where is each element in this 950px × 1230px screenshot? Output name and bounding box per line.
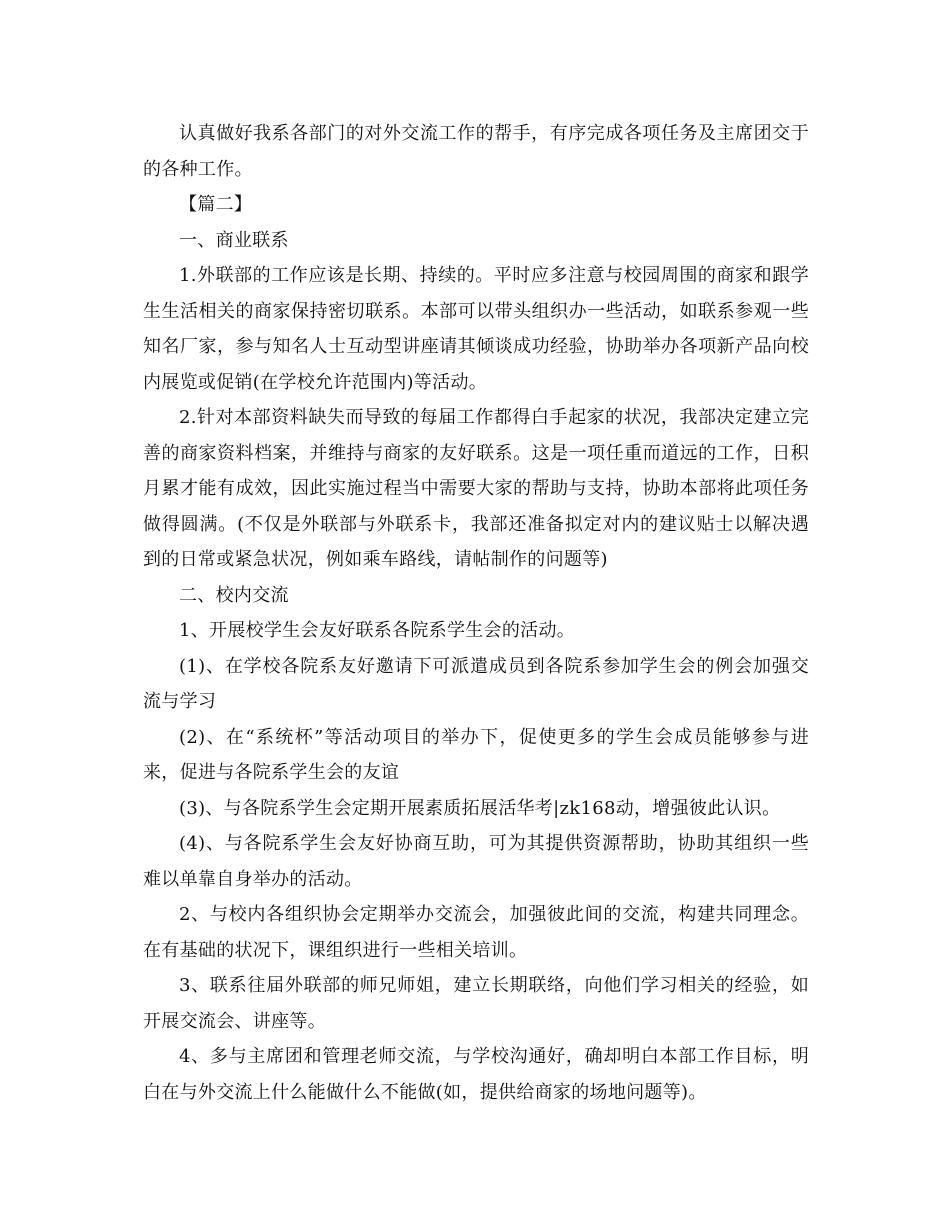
paragraph-campus-subitem-1: (1)、在学校各院系友好邀请下可派遣成员到各院系参加学生会的例会加强交流与学习 bbox=[143, 655, 809, 712]
paragraph-intro-continuation: 认真做好我系各部门的对外交流工作的帮手，有序完成各项任务及主席团交于的各种工作。 bbox=[143, 123, 809, 180]
paragraph-business-item-1: 1.外联部的工作应该是长期、持续的。平时应多注意与校园周围的商家和跟学生生活相关的商家保持密切联系。本部可以带头组织办一些活动，如联系参观一些知名厂家，参与知名人士互动型讲座请其倾谈成功经验，协助举办各项新产品向校内展览或促销(在学校允许范围内)等活动。 bbox=[143, 265, 809, 393]
paragraph-campus-subitem-2: (2)、在“系统杯”等活动项目的举办下，促使更多的学生会成员能够参与进来，促进与各院系学生会的友谊 bbox=[143, 726, 809, 783]
paragraph-campus-item-1: 1、开展校学生会友好联系各院系学生会的活动。 bbox=[179, 620, 576, 641]
paragraph-campus-subitem-4: (4)、与各院系学生会友好协商互助，可为其提供资源帮助，协助其组织一些难以单靠自身举办的活动。 bbox=[143, 833, 809, 890]
section-title-part-two: 【篇二】 bbox=[179, 194, 253, 215]
paragraph-campus-item-3: 3、联系往届外联部的师兄师姐，建立长期联络，向他们学习相关的经验，如开展交流会、讲座等。 bbox=[143, 975, 809, 1032]
heading-campus-exchange: 二、校内交流 bbox=[179, 584, 289, 606]
paragraph-business-item-2: 2.针对本部资料缺失而导致的每届工作都得白手起家的状况，我部决定建立完善的商家资料档案，并维持与商家的友好联系。这是一项任重而道远的工作，日积月累才能有成效，因此实施过程当中需要大家的帮助与支持，协助本部将此项任务做得圆满。(不仅是外联部与外联系卡，我部还准备拟定对内的建议贴士以解决遇到的日常或紧急状况，例如乘车路线，请帖制作的问题等) bbox=[143, 407, 809, 570]
heading-business-contact: 一、商业联系 bbox=[179, 229, 289, 251]
document-body bbox=[143, 116, 809, 1110]
paragraph-campus-item-2: 2、与校内各组织协会定期举办交流会，加强彼此间的交流，构建共同理念。在有基础的状况下，课组织进行一些相关培训。 bbox=[143, 904, 809, 961]
paragraph-campus-subitem-3: (3)、与各院系学生会定期开展素质拓展活华考|zk168动，增强彼此认识。 bbox=[179, 797, 781, 819]
paragraph-campus-item-4: 4、多与主席团和管理老师交流，与学校沟通好，确却明白本部工作目标，明白在与外交流上什么能做什么不能做(如，提供给商家的场地问题等)。 bbox=[143, 1046, 809, 1103]
